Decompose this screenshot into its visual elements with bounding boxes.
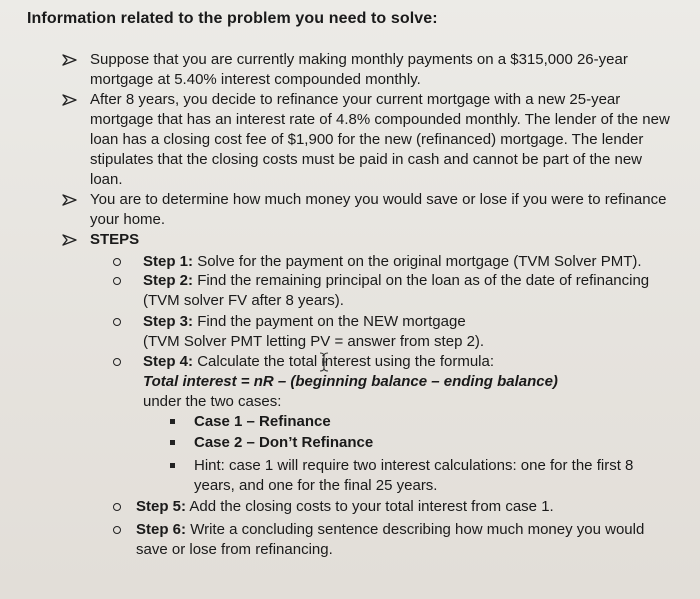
case-item: [170, 433, 373, 453]
step-label: Step 2:: [143, 272, 194, 289]
hint-item: [170, 456, 633, 496]
circle-bullet-icon: [113, 258, 121, 266]
square-bullet-icon: [170, 463, 175, 468]
bullet-line: mortgage that has an interest rate of 4.8% compounded monthly. The lender of the new: [90, 111, 670, 128]
step-item: [113, 271, 649, 311]
square-bullet-icon: [170, 419, 175, 424]
bullet-line: your home.: [90, 211, 166, 228]
step-label: Step 6:: [136, 521, 187, 538]
arrow-bullet-icon: [62, 94, 78, 106]
step-line-text: Calculate the total interest using the formula:: [197, 353, 495, 370]
step-line-text: save or lose from refinancing.: [136, 541, 333, 558]
circle-bullet-icon: [113, 503, 121, 511]
step-line-text: Write a concluding sentence describing how much money you would: [190, 521, 645, 538]
bullet-line: stipulates that the closing costs must be paid in cash and cannot be part of the new: [90, 151, 643, 168]
step-item: [113, 312, 484, 352]
step-label: Step 5:: [136, 498, 187, 515]
step-label: Step 4:: [143, 353, 194, 370]
case-item: [170, 412, 331, 432]
arrow-bullet-icon: [62, 194, 78, 206]
step-line-text: Add the closing costs to your total interest from case 1.: [189, 498, 554, 515]
page-heading: Information related to the problem you need to solve:: [27, 10, 438, 27]
bullet-item: [62, 190, 688, 230]
bullet-line: loan has a closing cost fee of $1,900 for the new (refinanced) mortgage. The lender: [90, 131, 644, 148]
arrow-bullet-icon: [62, 234, 78, 246]
bullet-line: Suppose that you are currently making monthly payments on a $315,000 26-year: [90, 51, 628, 68]
step-label: Step 1:: [143, 253, 194, 270]
step-line: [143, 271, 649, 291]
hint-line: Hint: case 1 will require two interest calculations: one for the first 8: [194, 457, 634, 474]
step-line: [143, 352, 558, 372]
bullet-item-steps: [62, 230, 688, 250]
step-line-text: Find the remaining principal on the loan as of the date of refinancing: [197, 272, 650, 289]
circle-bullet-icon: [113, 318, 121, 326]
bullet-item: [62, 90, 688, 190]
step-line-text: (TVM Solver PMT letting PV = answer from step 2).: [143, 333, 485, 350]
circle-bullet-icon: [113, 526, 121, 534]
step-label: Step 3:: [143, 313, 194, 330]
bullet-line: loan.: [90, 171, 123, 188]
step-item: [113, 497, 554, 517]
step-line-text: Find the payment on the NEW mortgage: [197, 313, 466, 330]
arrow-bullet-icon: [62, 54, 78, 66]
steps-heading: STEPS: [90, 231, 140, 248]
case-text: Case 2 – Don’t Refinance: [194, 434, 374, 451]
step-line-text: under the two cases:: [143, 393, 282, 410]
bullet-line: After 8 years, you decide to refinance your current mortgage with a new 25-year: [90, 91, 621, 108]
hint-line: years, and one for the final 25 years.: [194, 477, 438, 494]
circle-bullet-icon: [113, 358, 121, 366]
step-line-text: Solve for the payment on the original mortgage (TVM Solver PMT).: [197, 253, 642, 270]
step-line: [143, 252, 642, 272]
bullet-line: mortgage at 5.40% interest compounded monthly.: [90, 71, 421, 88]
step-line: [136, 520, 644, 540]
step-item: [113, 520, 644, 560]
circle-bullet-icon: [113, 277, 121, 285]
square-bullet-icon: [170, 440, 175, 445]
interest-formula: Total interest = nR – (beginning balance – ending balance): [143, 373, 558, 390]
step-line: [143, 312, 484, 332]
text-cursor-icon: [319, 352, 329, 372]
case-text: Case 1 – Refinance: [194, 413, 331, 430]
bullet-item: [62, 50, 688, 90]
step-line: [136, 497, 554, 517]
bullet-line: You are to determine how much money you would save or lose if you were to refinance: [90, 191, 667, 208]
step-line-text: (TVM solver FV after 8 years).: [143, 292, 344, 309]
step-item: [113, 352, 558, 412]
step-item: [113, 252, 642, 272]
